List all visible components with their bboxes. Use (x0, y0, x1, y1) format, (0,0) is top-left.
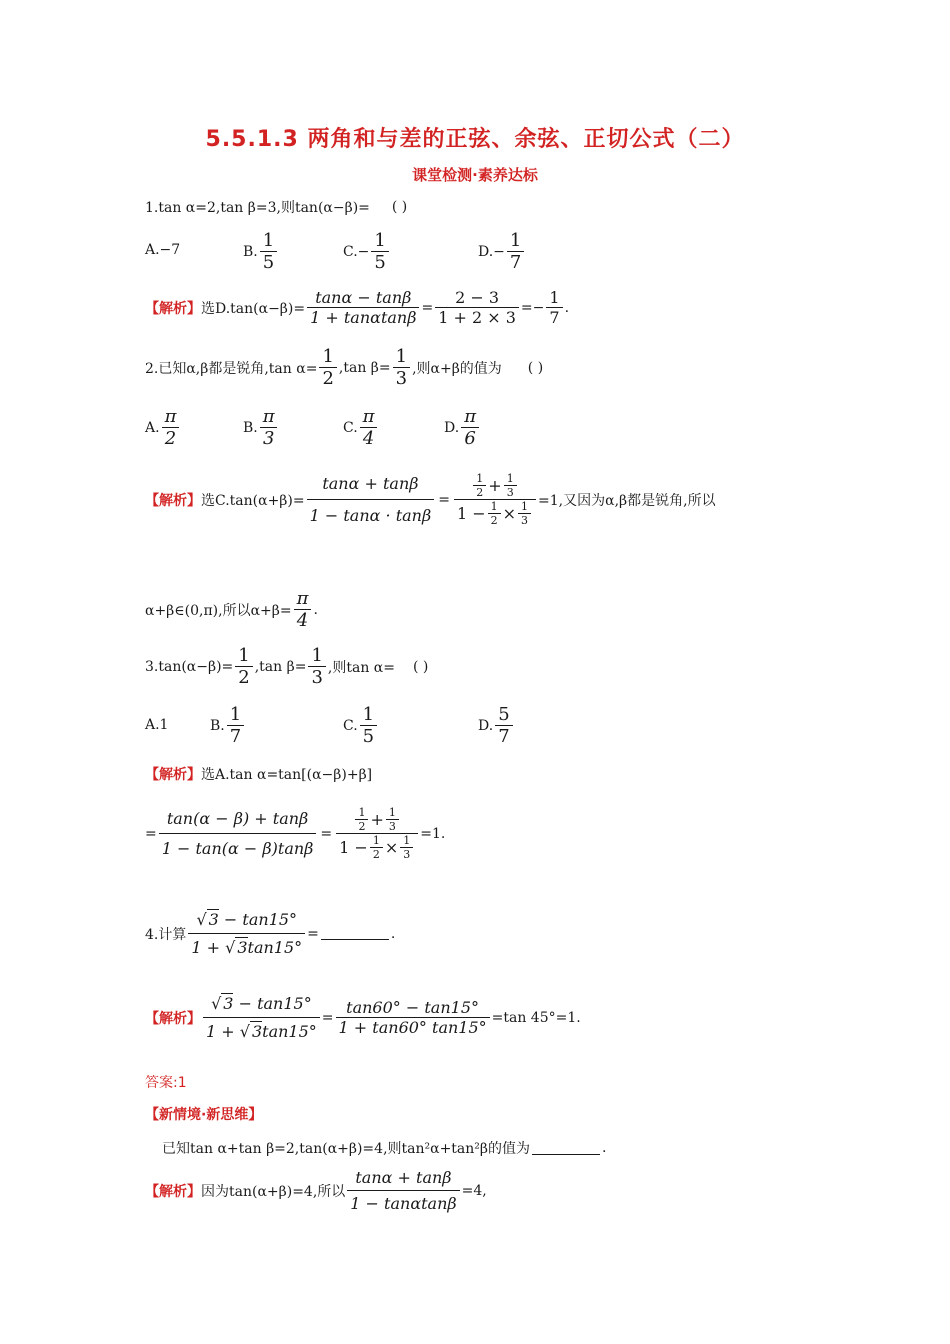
q1-option-c-den: 5 (371, 251, 388, 273)
new-situation-tag: 【新情境·新思维】 (145, 1107, 263, 1123)
q4-sol-f1-den: 1 + √ 3tan15° (203, 1017, 320, 1041)
q4-sol-eq: = (321, 1009, 334, 1026)
q2-f2-den: 3 (393, 367, 410, 389)
q1-option-d-frac (507, 230, 524, 273)
q1-sol-f3-den: 7 (546, 307, 562, 327)
q2-sol-f2-num (468, 472, 521, 499)
q2-option-b-frac (260, 406, 278, 449)
q1-option-a-text: A.−7 (145, 242, 181, 258)
q1-sol-f3-num: 1 (549, 288, 560, 307)
q1-sol-eq-neg: =− (520, 299, 545, 316)
q3-stem (145, 645, 428, 688)
q1-sol-f1-num: tanα − tanβ (315, 288, 412, 307)
q3-option-a-text: A.1 (145, 717, 169, 733)
q2-paren: ( ) (527, 359, 544, 376)
q2-sol-half2-den: 2 (488, 513, 501, 527)
q2-f2-num: 1 (395, 346, 408, 367)
q3-option-c-prefix: C. (343, 717, 358, 734)
q2-sol-third2-den: 3 (518, 513, 531, 527)
q1-option-b (243, 230, 279, 273)
q1-option-d (478, 230, 526, 273)
q3-option-d-frac (495, 704, 512, 747)
q1-solution (145, 288, 569, 327)
q3-option-b (210, 704, 246, 747)
q3-option-c (343, 704, 379, 747)
q2-option-b-num: π (262, 406, 275, 427)
q4-sol-f1-num: √ 3 − tan15° (211, 994, 312, 1013)
q1-sol-f1-den: 1 + tanαtanβ (307, 307, 419, 327)
q3-sol2-f1-num: tan(α − β) + tanβ (166, 809, 309, 828)
new-analysis-tag: 【解析】 (145, 1183, 201, 1200)
q2-option-c-prefix: C. (343, 419, 358, 436)
q4-stem-a: 4.计算 (145, 926, 187, 943)
q2-sol-half2-num: 1 (490, 500, 498, 513)
q2-option-d-prefix: D. (444, 419, 460, 436)
q2-stem-frac1 (319, 346, 336, 389)
q3-sol-times: × (384, 838, 399, 857)
q3-f2-num: 1 (311, 645, 323, 666)
q1-solution-frac3 (546, 288, 562, 327)
q2-sol-third2-num: 1 (521, 500, 529, 513)
q2-option-b-prefix: B. (243, 419, 258, 436)
q2-sol-third (504, 472, 517, 499)
q4-sol-num-rest: − tan15° (233, 994, 312, 1013)
q1-option-a (145, 242, 180, 258)
q2-sol-third2 (518, 500, 531, 527)
q2-option-d-frac (461, 406, 479, 449)
q3-f2-den: 3 (308, 666, 325, 688)
q2-option-c-frac (360, 406, 378, 449)
q3-sol-half2 (370, 834, 383, 861)
q2-sol-mid: =1,又因为α,β都是锐角,所以 (538, 492, 716, 509)
new-sol-end: =4, (461, 1182, 487, 1199)
q1-stem-text: 1.tan α=2,tan β=3,则tan(α−β)= (145, 200, 370, 216)
q4-stem-frac (188, 910, 305, 957)
q3-paren: ( ) (412, 658, 429, 675)
q1-solution-frac1 (307, 288, 419, 327)
q4-stem-eq: = (307, 925, 319, 942)
page-subtitle: 课堂检测·素养达标 (412, 166, 538, 184)
q3-sol-third-den: 3 (386, 819, 399, 833)
q4-stem-den-root: 3 (237, 938, 248, 957)
q2-sol2-end: . (313, 601, 318, 618)
q1-option-d-prefix: D.− (478, 243, 505, 260)
q4-stem (145, 910, 395, 957)
q3-stem-a: 3.tan(α−β)= (145, 658, 234, 675)
q3-sol2-frac1 (159, 809, 317, 858)
q1-option-c-num: 1 (374, 230, 386, 251)
q4-answer-text: 答案:1 (145, 1075, 187, 1091)
q2-option-c (343, 406, 380, 449)
q2-sol-half-den: 2 (473, 485, 486, 499)
q4-sol-den-root: 3 (251, 1022, 263, 1041)
q3-stem-frac1 (235, 645, 252, 688)
q3-option-b-prefix: B. (210, 717, 225, 734)
q4-stem-num: √ 3 − tan15° (196, 910, 298, 929)
q4-sol-frac1 (203, 994, 320, 1041)
q2-stem (145, 346, 543, 389)
q2-sol-plus: + (488, 476, 502, 495)
q3-option-d-num: 5 (498, 704, 510, 725)
q1-sol-eq: = (421, 299, 434, 316)
q4-stem-num-rest: − tan15° (218, 910, 298, 929)
q2-sol2-frac (294, 588, 312, 631)
q2-option-c-den: 4 (360, 427, 377, 449)
q1-sol-f2-num: 2 − 3 (455, 288, 500, 307)
q2-option-a-prefix: A. (145, 419, 160, 436)
new-solution (145, 1168, 487, 1213)
q3-sol-plus: + (370, 810, 384, 829)
q3-sol-one-minus: 1 − (339, 838, 368, 857)
q3-option-b-den: 7 (227, 725, 244, 747)
q3-solution-line2 (145, 806, 445, 861)
q4-sol-num-root: 3 (223, 994, 234, 1013)
q3-sol2-eq2: = (320, 825, 333, 842)
q3-sol-half2-den: 2 (370, 847, 383, 861)
q1-solution-frac2 (435, 288, 519, 327)
q1-option-b-num: 1 (262, 230, 275, 251)
q3-sol-half-den: 2 (355, 819, 368, 833)
q2-sol-times: × (502, 504, 517, 523)
q2-option-a-den: 2 (162, 427, 179, 449)
q2-sol-one-minus: 1 − (456, 504, 486, 523)
q2-option-d-num: π (464, 406, 477, 427)
q2-f1-num: 1 (322, 346, 334, 367)
q3-f1-num: 1 (238, 645, 250, 666)
q2-sol-third-num: 1 (506, 472, 514, 485)
q1-sol-f2-den: 1 + 2 × 3 (435, 307, 519, 327)
q4-sol-den-a: 1 + (206, 1022, 240, 1041)
q2-sol2-num: π (296, 588, 309, 609)
q2-stem-b: ,tan β= (338, 359, 391, 376)
q4-sol-end: =tan 45°=1. (491, 1009, 581, 1026)
q3-option-c-frac (360, 704, 377, 747)
q3-sol2-f2-num (350, 806, 403, 833)
q3-sol-half2-num: 1 (372, 834, 380, 847)
q2-sol-f1-num: tanα + tanβ (322, 474, 419, 493)
q3-sol-half-num: 1 (358, 806, 366, 819)
q3-option-c-den: 5 (360, 725, 377, 747)
q2-option-a (145, 406, 181, 449)
q1-option-d-den: 7 (507, 251, 524, 273)
q3-option-b-frac (227, 704, 244, 747)
q3-sol2-end: =1. (420, 825, 446, 842)
q4-answer (145, 1072, 187, 1092)
q1-option-b-den: 5 (260, 251, 277, 273)
q2-solution (145, 472, 716, 527)
q3-option-d (478, 704, 515, 747)
q2-option-a-num: π (164, 406, 177, 427)
q2-stem-a: 2.已知α,β都是锐角,tan α= (145, 360, 318, 377)
q2-sol-f2-den (454, 499, 536, 527)
q2-sol-half (473, 472, 486, 499)
q1-option-b-prefix: B. (243, 243, 258, 260)
q4-analysis-tag: 【解析】 (145, 1010, 201, 1027)
q3-option-a (145, 717, 168, 733)
q2-sol-f1-den: 1 − tanα · tanβ (307, 499, 435, 525)
q3-sol-third2 (400, 834, 413, 861)
q3-option-b-num: 1 (229, 704, 242, 725)
q3-f1-den: 2 (235, 666, 252, 688)
q2-stem-frac2 (393, 346, 410, 389)
q3-sol-line1: 选A.tan α=tan[(α−β)+β] (201, 767, 373, 783)
q2-option-d (444, 406, 481, 449)
new-answer-blank (532, 1142, 600, 1155)
q3-stem-frac2 (308, 645, 325, 688)
q4-stem-den-a: 1 + (191, 938, 226, 957)
q2-option-d-den: 6 (461, 427, 478, 449)
q2-solution-frac1 (307, 474, 435, 525)
page-title: 5.5.1.3 两角和与差的正弦、余弦、正切公式（二） (205, 127, 745, 152)
q3-sol2-f2-den (336, 833, 418, 861)
q2-solution-frac2 (454, 472, 536, 527)
q1-paren: ( ) (391, 199, 408, 215)
q3-analysis-tag: 【解析】 (145, 767, 201, 783)
q2-option-c-num: π (362, 406, 375, 427)
q3-sol2-f1-den: 1 − tan(α − β)tanβ (159, 833, 317, 858)
new-stem-end: . (602, 1140, 607, 1156)
q3-sol2-frac2 (336, 806, 418, 861)
q2-sol-half2 (488, 500, 501, 527)
q1-stem (145, 197, 407, 217)
q2-sol-half-num: 1 (476, 472, 484, 485)
q4-answer-blank (321, 927, 389, 940)
q3-option-c-num: 1 (362, 704, 375, 725)
q2-analysis-tag: 【解析】 (145, 492, 201, 509)
q3-sol-third2-den: 3 (400, 847, 413, 861)
q1-solution-prefix: 选D.tan(α−β)= (201, 300, 306, 317)
q4-solution (145, 994, 581, 1041)
new-stem-text: 已知tan α+tan β=2,tan(α+β)=4,则tan²α+tan²β的值为 (162, 1141, 531, 1157)
q1-option-c (343, 230, 391, 273)
q4-sol-f2-num: tan60° − tan15° (346, 998, 479, 1017)
q2-sol2-den: 4 (294, 609, 311, 631)
q1-analysis-tag: 【解析】 (145, 300, 201, 317)
new-sol-prefix: 因为tan(α+β)=4,所以 (201, 1183, 346, 1200)
q4-sol-f2-den: 1 + tan60° tan15° (336, 1017, 490, 1037)
q2-option-a-frac (162, 406, 180, 449)
q2-option-b-den: 3 (260, 427, 277, 449)
q2-sol2-prefix: α+β∈(0,π),所以α+β= (145, 602, 292, 619)
q1-sol-end: . (564, 299, 570, 316)
q3-sol2-eq: = (145, 825, 157, 842)
q3-sol-half (355, 806, 368, 833)
new-sol-den: 1 − tanαtanβ (347, 1190, 459, 1213)
q2-f1-den: 2 (319, 367, 336, 389)
q3-solution-line1 (145, 764, 372, 784)
q4-sol-frac2 (336, 998, 490, 1037)
q3-option-d-prefix: D. (478, 717, 494, 734)
q2-sol-eq: = (438, 491, 450, 508)
q4-stem-end: . (390, 925, 396, 942)
q1-option-c-frac (371, 230, 388, 273)
q3-stem-c: ,则tan α= (327, 659, 395, 676)
new-sol-frac (347, 1168, 459, 1213)
q4-stem-den: 1 + √ 3tan15° (188, 933, 305, 957)
new-sol-num: tanα + tanβ (355, 1168, 452, 1187)
q4-sol-den-rest: tan15° (262, 1022, 317, 1041)
new-tag-line (145, 1104, 262, 1124)
q1-option-c-prefix: C.− (343, 243, 370, 260)
q2-solution-line2 (145, 588, 318, 631)
q4-stem-num-root: 3 (208, 910, 219, 929)
q2-solution-prefix: 选C.tan(α+β)= (201, 492, 305, 509)
q3-stem-b: ,tan β= (254, 658, 307, 675)
q3-sol-third (386, 806, 399, 833)
q3-sol-third2-num: 1 (403, 834, 411, 847)
q3-option-d-den: 7 (495, 725, 512, 747)
new-stem (162, 1138, 606, 1158)
q1-option-d-num: 1 (509, 230, 522, 251)
q2-sol-third-den: 3 (504, 485, 517, 499)
q1-option-b-frac (260, 230, 277, 273)
q3-sol-third-num: 1 (388, 806, 396, 819)
q2-option-b (243, 406, 280, 449)
q4-stem-den-rest: tan15° (247, 938, 303, 957)
q2-stem-c: ,则α+β的值为 (412, 360, 502, 377)
